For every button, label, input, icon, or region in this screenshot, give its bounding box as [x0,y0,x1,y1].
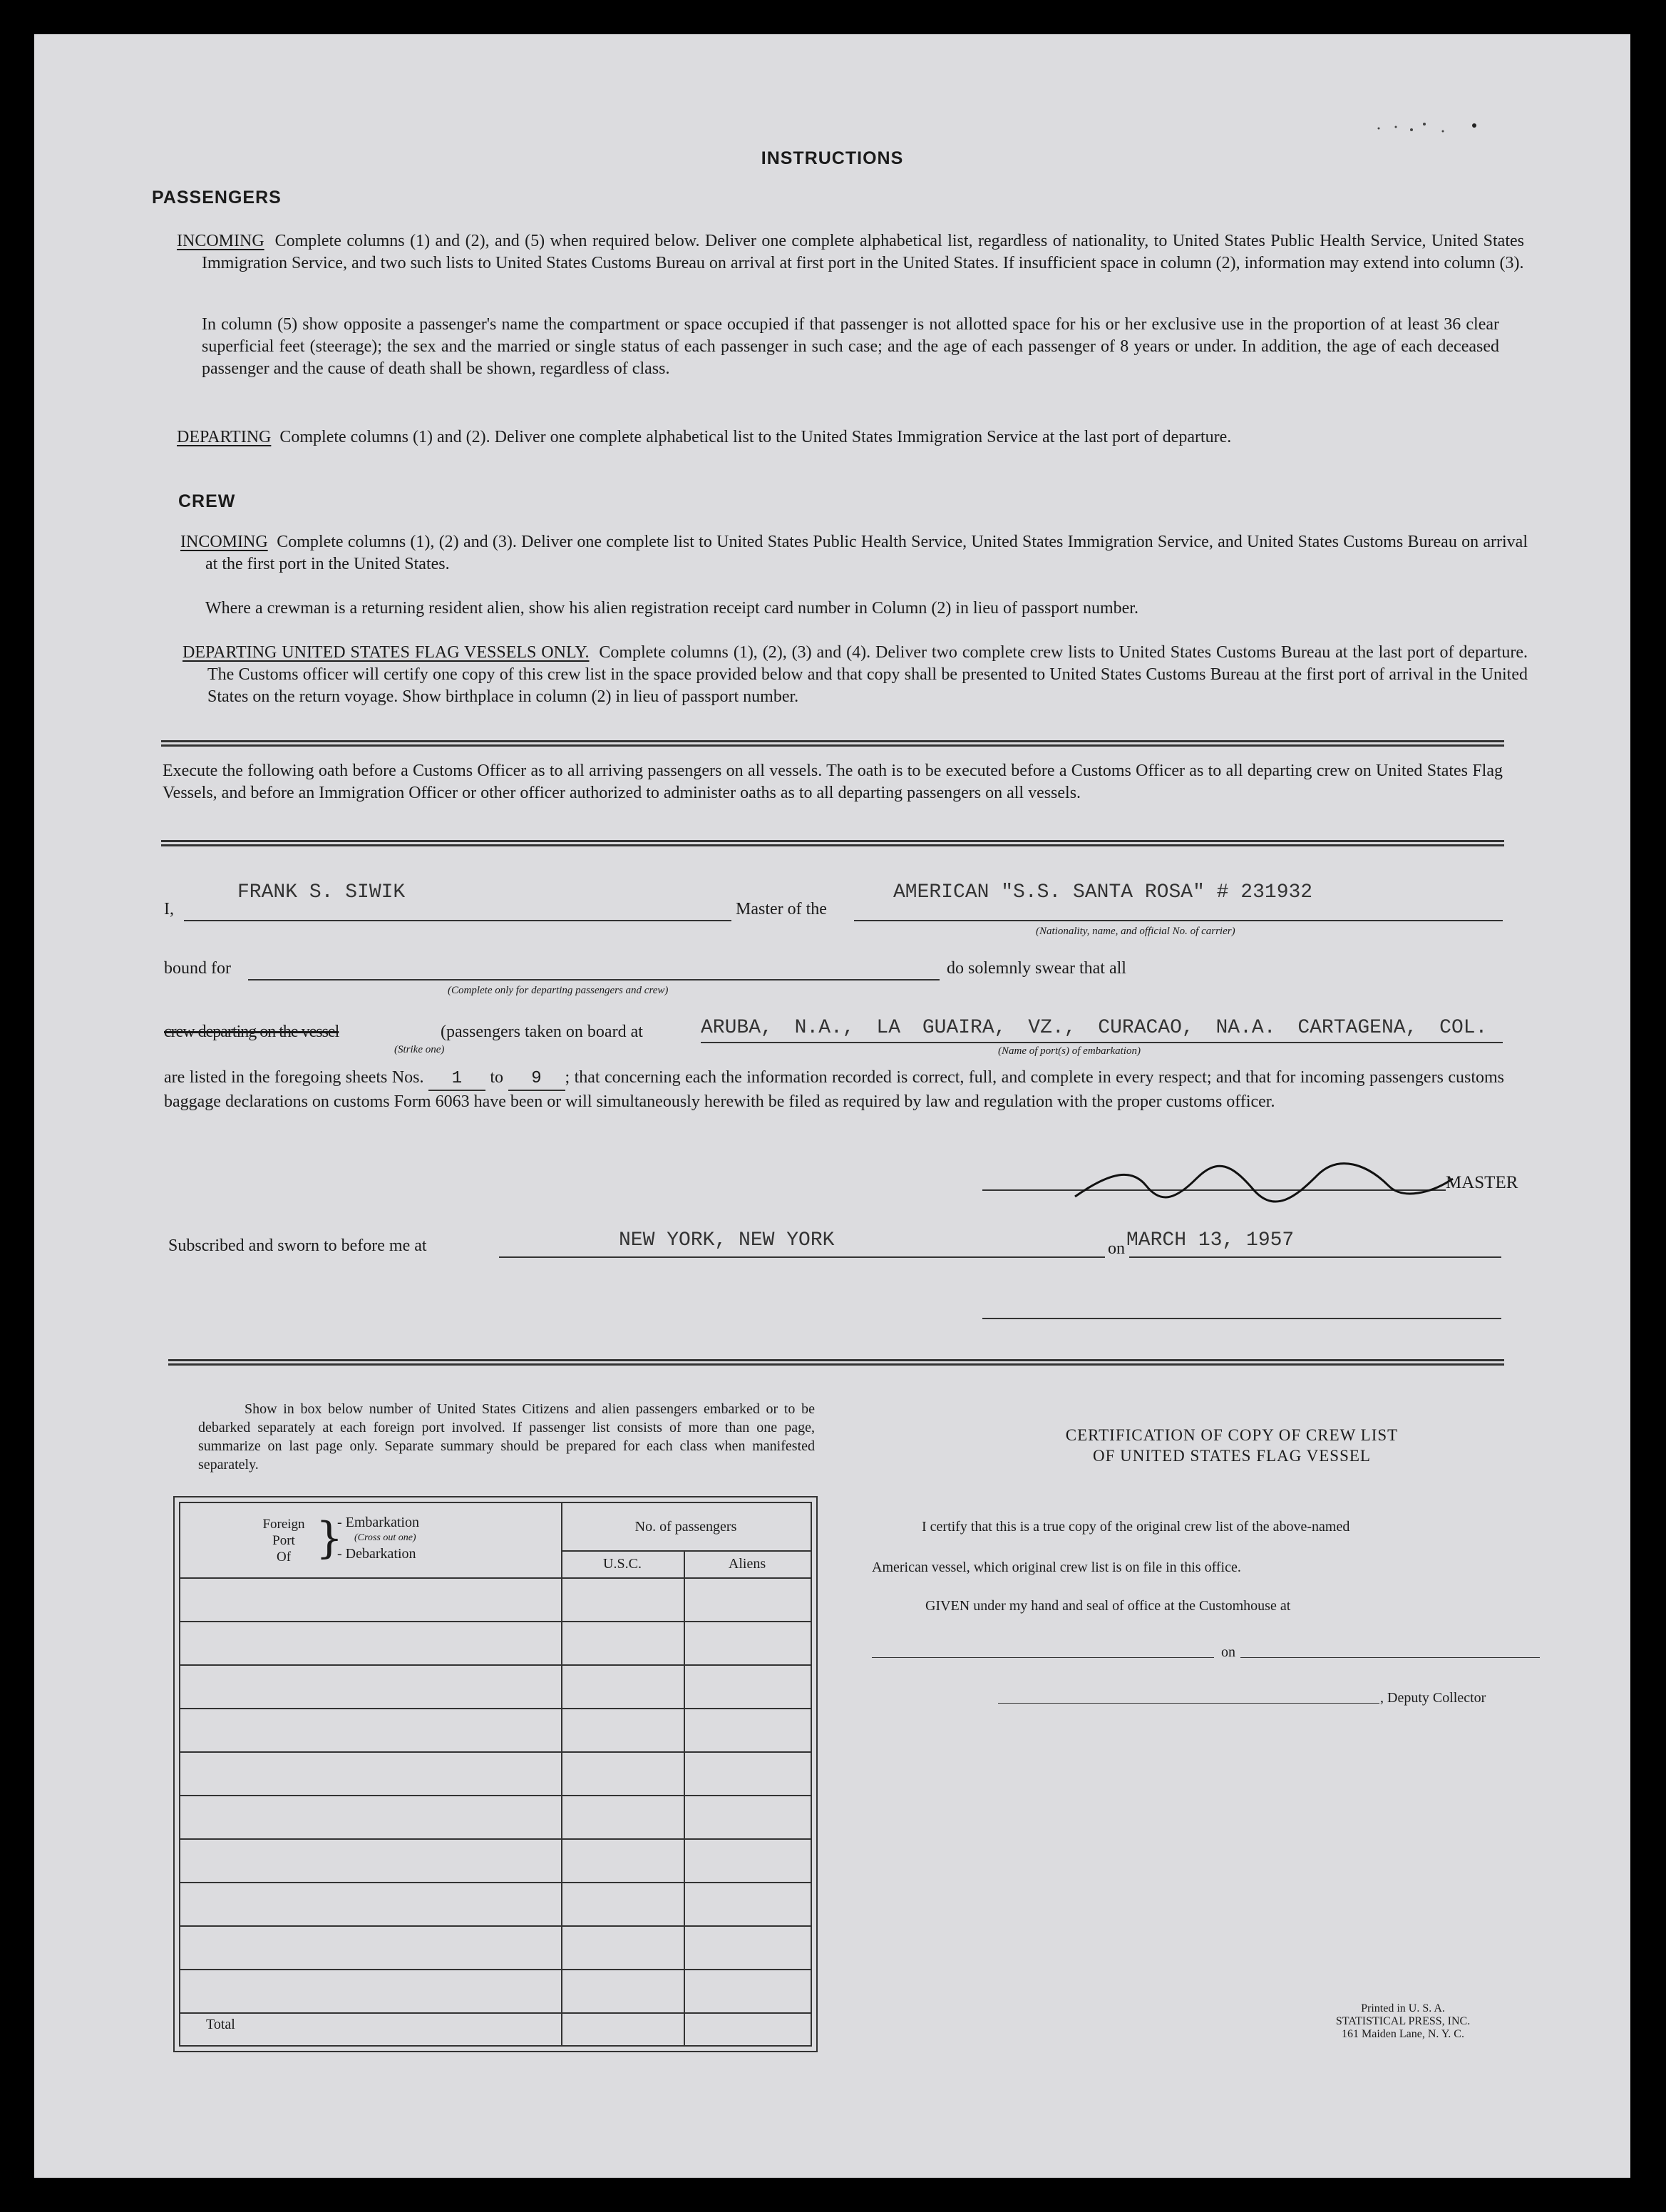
instructions-title: INSTRUCTIONS [761,148,904,168]
ports-caption: (Name of port(s) of embarkation) [998,1045,1141,1057]
debarkation-label: - Debarkation [337,1546,416,1562]
summary-row-line [180,1925,811,1927]
passengers-departing-paragraph [177,426,1524,449]
certification-date-line [1240,1657,1540,1658]
printer-line1: Printed in U. S. A. [1361,2002,1445,2014]
header-subdivider [561,1550,811,1552]
usc-header: U.S.C. [603,1556,642,1572]
vessel-line [854,920,1503,921]
i-label: I, [164,900,174,918]
certification-text1: I certify that this is a true copy of the original crew list of the above-named [922,1519,1350,1535]
summary-note-text: Show in box below number of United States Citizens and alien passengers embarked or to be debarked separately at each foreign port involved. If passenger list consists of more than one page, summarize on last page only. Separate summary should be prepared for each class when manifested separately. [198,1401,815,1473]
vessel-caption: (Nationality, name, and official No. of carrier) [1036,926,1235,937]
of-label: Of [276,1550,292,1565]
certification-title-line1: CERTIFICATION OF COPY OF CREW LIST [1065,1426,1399,1444]
passengers-departing-text: Complete columns (1) and (2). Deliver one complete alphabetical list to the United States Immigration Service at the last port of departure. [279,428,1232,446]
summary-note [198,1400,815,1474]
passengers-departing-label: DEPARTING [177,428,272,446]
swear-label: do solemnly swear that all [947,959,1126,978]
certification-title-line2: OF UNITED STATES FLAG VESSEL [1093,1447,1371,1465]
cross-out-label: (Cross out one) [354,1532,416,1543]
master-signature [1068,1157,1467,1216]
passengers-heading: PASSENGERS [152,188,282,208]
summary-row-line [180,1882,811,1883]
summary-row-line [180,1577,811,1579]
oath-divider [161,840,1504,846]
sworn-on-label: on [1108,1239,1125,1258]
total-label: Total [206,2017,235,2032]
master-name-line [184,920,731,921]
master-label: MASTER [1446,1173,1518,1192]
certification-on-label: on [1221,1644,1235,1660]
passengers-taken-label: (passengers taken on board at [441,1023,643,1041]
sheets-paragraph [164,1067,1504,1113]
bound-for-caption: (Complete only for departing passengers and crew) [448,985,669,996]
passengers-incoming-label: INCOMING [177,232,264,250]
speck-marks [1374,121,1488,135]
crew-resident-paragraph [205,598,1503,620]
summary-row-line [180,1751,811,1753]
crew-departing-paragraph [182,642,1528,708]
embark-debark-labels [337,1515,419,1562]
deputy-collector-line [998,1703,1379,1704]
certification-text2: American vessel, which original crew list is on file in this office. [872,1560,1241,1575]
printer-line3: 161 Maiden Lane, N. Y. C. [1342,2028,1464,2040]
sworn-date-line [1129,1256,1501,1258]
brace-icon: } [316,1513,344,1563]
crew-departing-label: DEPARTING UNITED STATES FLAG VESSELS ONLY. [182,643,590,662]
bound-for-line [248,979,940,980]
summary-row-line [180,1838,811,1840]
foreign-port-of-label [259,1516,309,1565]
bound-for-label: bound for [164,959,231,978]
crew-incoming-text: Complete columns (1), (2) and (3). Deliver one complete list to United States Public Health Service, United States Immigration Service, and United States Customs Bureau on arrival at the first port in the United States. [205,533,1528,573]
certification-title [890,1425,1574,1466]
col-divider-1 [561,1503,562,2045]
sworn-date: MARCH 13, 1957 [1126,1229,1295,1251]
sworn-place-line [499,1256,1105,1258]
deputy-collector-label: , Deputy Collector [1380,1690,1486,1706]
oath-intro [163,760,1503,804]
crew-incoming-label: INCOMING [180,533,268,551]
scan-specks [1374,121,1488,135]
ports-of-embarkation: ARUBA, N.A., LA GUAIRA, VZ., CURACAO, NA.A. CARTAGENA, COL. [701,1017,1488,1039]
printer-line2: STATISTICAL PRESS, INC. [1335,2015,1471,2027]
sheets-rest-text: ; that concerning each the information recorded is correct, full, and complete in every respect; and that for incoming passengers customs baggage declarations on customs Form 6063 have been or will simultaneously herewith be filed as required by law and regulation with the proper customs officer. [164,1068,1505,1111]
embarkation-label: - Embarkation [337,1515,419,1530]
strike-one-caption: (Strike one) [394,1044,445,1055]
summary-row-line [180,1708,811,1709]
no-of-passengers-header: No. of passengers [634,1519,737,1535]
instructions-divider [161,740,1504,747]
foreign-label: Foreign [262,1517,305,1532]
officer-signature-line [982,1318,1501,1319]
master-of-label: Master of the [736,900,827,918]
summary-row-line [180,1795,811,1796]
sheet-to: 9 [508,1067,565,1091]
passengers-incoming-text: Complete columns (1) and (2), and (5) when required below. Deliver one complete alphabetical list, regardless of nationality, to United States Public Health Service, United States Immigration Service, and two such lists to United States Customs Bureau on arrival at first port in the United States. If insufficient space in column (2), information may extend into column (3). [202,232,1524,272]
sheets-label: are listed in the foregoing sheets Nos. [164,1068,424,1087]
certification-text3: GIVEN under my hand and seal of office at the Customhouse at [925,1598,1291,1614]
vessel-name: AMERICAN "S.S. SANTA ROSA" # 231932 [893,881,1313,903]
subscribed-label: Subscribed and sworn to before me at [168,1236,427,1255]
crew-resident-text: Where a crewman is a returning resident alien, show his alien registration receipt card number in Column (2) in lieu of passport number. [205,599,1138,618]
document-page [34,34,1630,2178]
oath-bottom-divider [168,1359,1504,1366]
struck-text [164,1021,339,1043]
sheet-from: 1 [428,1067,485,1091]
port-label: Port [272,1533,295,1548]
sworn-place: NEW YORK, NEW YORK [619,1229,835,1251]
crew-departing-text: Complete columns (1), (2), (3) and (4). Deliver two complete crew lists to United States Customs Bureau at the last port of departure. The Customs officer will certify one copy of this crew list in the space provided below and that copy shall be presented to United States Customs Bureau at the first port of arrival in the United States on the return voyage. Show birthplace in column (2) in lieu of passport number. [207,643,1528,706]
ports-line [701,1042,1503,1043]
crew-heading: CREW [178,491,236,511]
aliens-header: Aliens [728,1556,766,1572]
col-divider-2 [684,1550,685,2045]
summary-row-line [180,1621,811,1622]
summary-row-line [180,1664,811,1666]
customhouse-place-line [872,1657,1214,1658]
printer-imprint [1289,2002,1517,2041]
master-name: FRANK S. SIWIK [237,881,406,903]
summary-inner-box [179,1502,812,2047]
passengers-incoming-paragraph [177,230,1524,275]
summary-row-line [180,1969,811,1970]
to-label: to [490,1068,504,1087]
oath-intro-text: Execute the following oath before a Customs Officer as to all arriving passengers on all vessels. The oath is to be executed before a Customs Officer as to all departing crew on United States Flag Vessels, and before an Immigration Officer or other officer authorized to administer oaths as to all departing passengers on all vessels. [163,762,1503,802]
struck-crew-text: crew departing on the vessel [164,1023,339,1041]
passengers-column5-text: In column (5) show opposite a passenger's name the compartment or space occupied if that passenger is not allotted space for his or her exclusive use in the proportion of at least 36 clear superficial feet (steerage); the sex and the married or single status of each passenger in such case; and the age of each passenger of 8 years or under. In addition, the age of each deceased passenger and the cause of death shall be shown, regardless of class. [202,315,1499,378]
summary-row-line [180,2012,811,2014]
crew-incoming-paragraph [180,531,1528,575]
signature-flourish [1068,1157,1467,1207]
summary-box [173,1496,818,2052]
passengers-column5-paragraph [202,314,1499,380]
